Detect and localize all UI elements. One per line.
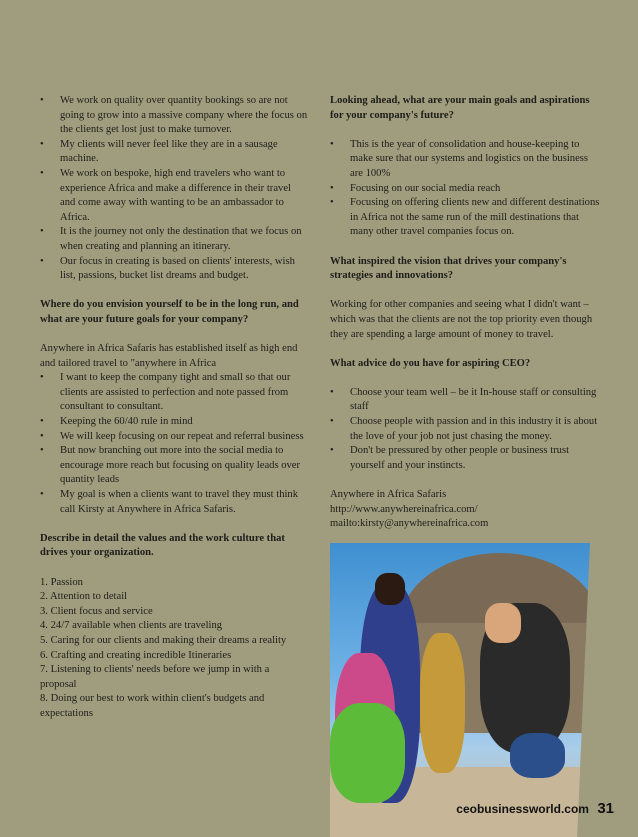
list-item: • Don't be pressured by other people or business trust yourself and your instincts. (330, 444, 602, 473)
question-long-run: Where do you envision yourself to be in the long run, and what are your future goals for your company? (40, 299, 299, 325)
question-advice: What advice do you have for aspiring CEO? (330, 357, 531, 369)
safari-photo (330, 543, 590, 837)
spacer (330, 371, 602, 386)
company-url-link[interactable]: http://www.anywhereinafrica.com/ (330, 503, 478, 515)
bullet-list-quality (40, 94, 308, 284)
list-item: 5. Caring for our clients and making their dreams a reality (40, 634, 287, 646)
list-item: • Keeping the 60/40 rule in mind (40, 415, 308, 430)
list-item: • We work on bespoke, high end travelers who want to experience Africa and make a difference in their travel and come away with wanting to be an ambassador to Africa. (40, 167, 308, 225)
list-item: • Choose your team well – be it In-house staff or consulting staff (330, 386, 602, 415)
photo-woman-shorts (510, 733, 565, 778)
list-item: • This is the year of consolidation and house-keeping to make sure that our systems and logistics on the business are 100% (330, 138, 602, 182)
spacer (330, 473, 602, 488)
spacer (40, 561, 308, 576)
list-item: • I want to keep the company tight and small so that our clients are assisted to perfection and note passed from consultant to consultant. (40, 371, 308, 415)
question-values: Describe in detail the values and the work culture that drives your organization. (40, 532, 285, 559)
list-item: 6. Crafting and creating incredible Itineraries (40, 649, 232, 661)
left-column (40, 94, 308, 722)
spacer (330, 123, 602, 138)
answer-intro: Anywhere in Africa Safaris has established itself as high end and tailored travel to "anywhere in Africa (40, 343, 298, 369)
list-item: • It is the journey not only the destination that we focus on when creating and planning an itinerary. (40, 225, 308, 254)
bullet-list-advice (330, 386, 602, 474)
company-name: Anywhere in Africa Safaris (330, 489, 447, 501)
list-item: 8. Doing our best to work within client's budgets and expectations (40, 693, 265, 719)
list-item: • My goal is when a clients want to travel they must think call Kirsty at Anywhere in Africa Safaris. (40, 488, 308, 517)
spacer (40, 517, 308, 532)
question-inspiration: What inspired the vision that drives your company's strategies and innovations? (330, 255, 567, 282)
values-list (40, 576, 308, 722)
company-email-link[interactable]: mailto:kirsty@anywhereinafrica.com (330, 518, 489, 530)
bullet-list-goals (40, 371, 308, 517)
list-item: • We work on quality over quantity bookings so are not going to grow into a massive company where the focus on the clients get lost just to make turnover. (40, 94, 308, 138)
list-item: • We will keep focusing on our repeat and referral business (40, 430, 308, 445)
list-item: 7. Listening to clients' needs before we jump in with a proposal (40, 664, 270, 690)
photo-woman-head (485, 603, 521, 643)
spacer (330, 284, 602, 299)
list-item: • Our focus in creating is based on clients' interests, wish list, passions, bucket list dreams and budget. (40, 255, 308, 284)
footer-site: ceobusinessworld.com (456, 802, 589, 816)
list-item: 1. Passion (40, 576, 83, 588)
list-item: 3. Client focus and service (40, 605, 153, 617)
list-item: 4. 24/7 available when clients are traveling (40, 620, 223, 632)
list-item: • Focusing on offering clients new and different destinations in Africa not the same run of the mill destinations that many other travel companies focus on. (330, 196, 602, 240)
list-item: 2. Attention to detail (40, 591, 128, 603)
list-item: • My clients will never feel like they are in a sausage machine. (40, 138, 308, 167)
page-footer (456, 800, 614, 817)
list-item: • Choose people with passion and in this industry it is about the love of your job not just chasing the money. (330, 415, 602, 444)
page-number: 31 (597, 800, 614, 817)
photo-child-head (375, 573, 405, 605)
list-item: • But now branching out more into the social media to encourage more reach but focusing on quality leads over quantity leads (40, 444, 308, 488)
spacer (330, 240, 602, 255)
spacer (40, 328, 308, 343)
bullet-list-future (330, 138, 602, 240)
list-item: • Focusing on our social media reach (330, 182, 602, 197)
spacer (40, 284, 308, 299)
question-future: Looking ahead, what are your main goals and aspirations for your company's future? (330, 95, 590, 121)
photo-child-orange (420, 633, 465, 773)
spacer (330, 342, 602, 357)
answer-inspiration: Working for other companies and seeing what I didn't want – which was that the clients are not the top priority even though they are spending a large amount of money to travel. (330, 299, 593, 340)
right-column (330, 94, 602, 532)
photo-child-dress (330, 703, 405, 803)
